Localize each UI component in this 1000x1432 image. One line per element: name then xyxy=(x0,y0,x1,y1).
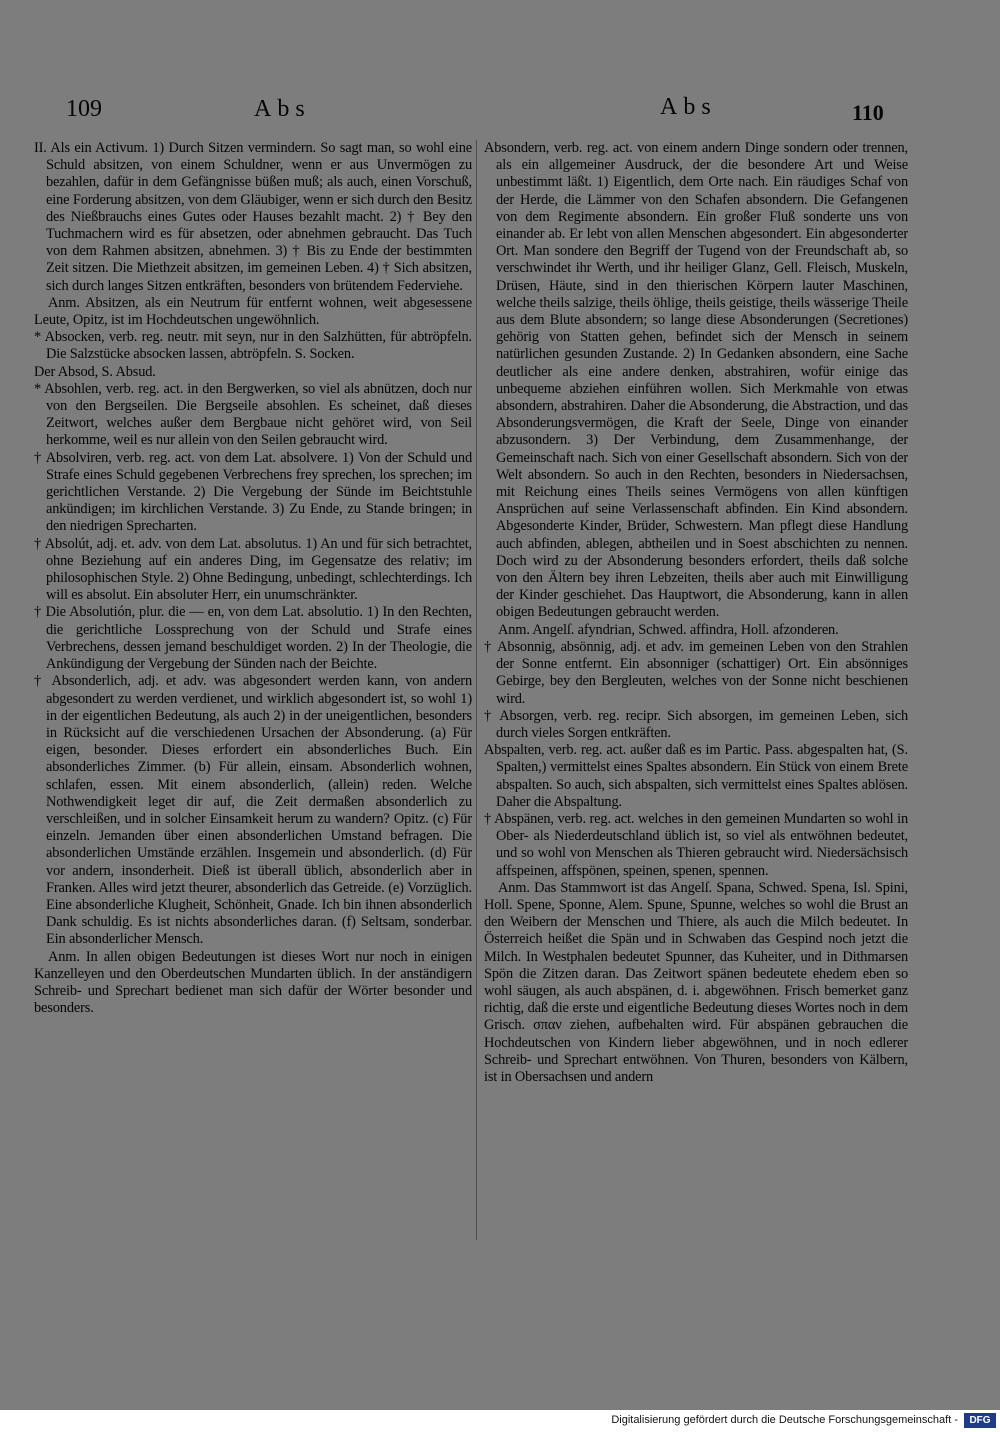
dictionary-entry: † Absonnig, absönnig, adj. et adv. im gemeinen Leben von den Strahlen der Sonne entfernt. Ein absonniger (schattiger) Ort. Ein absönniges Gebirge, bey den Bergleuten, welches von der Sonne nicht beschienen wird. xyxy=(484,638,908,707)
dictionary-entry: † Abspänen, verb. reg. act. welches in den gemeinen Mundarten so wohl in Ober- als Niederdeutschland üblich ist, so viel als entwöhnen bedeutet, und so wohl von Menschen als Thieren gebraucht wird. Niedersächsisch affspeinen, affspönen, speinen, spenen, spennen. xyxy=(484,810,908,879)
annotation-paragraph: Anm. In allen obigen Bedeutungen ist dieses Wort nur noch in einigen Kanzelleyen und den Oberdeutschen Mundarten üblich. In der anständigern Schreib- und Sprechart bedienet man sich dafür der Wörter besonder und besonders. xyxy=(34,948,472,1017)
running-head-left: Abs xyxy=(254,96,311,122)
annotation-paragraph: Anm. Angelſ. afyndrian, Schwed. affindra, Holl. afzonderen. xyxy=(498,621,839,638)
dictionary-entry: † Absolút, adj. et. adv. von dem Lat. absolutus. 1) An und für sich betrachtet, ohne Beziehung auf ein anderes Ding, im Gegensatze des relativ; im philosophischen Style. 2) Ohne Bedingung, unbedingt, schlechterdings. Ich will es absolut. Ein absoluter Herr, ein unumschränkter. xyxy=(34,535,472,604)
dictionary-entry: * Absohlen, verb. reg. act. in den Bergwerken, so viel als abnützen, doch nur von den Bergseilen. Die Bergseile absohlen. Es scheinet, daß dieses Zeitwort, welches außer dem Bergbaue nicht gehöret wird, von Seil herkomme, weil es nur allein von den Seilen gebraucht wird. xyxy=(34,380,472,449)
dictionary-entry: † Die Absolutión, plur. die — en, von dem Lat. absolutio. 1) In den Rechten, die gerichtliche Lossprechung von der Schuld und Strafe eines Verbrechens, dessen jemand beschuldiget worden. 2) In der Theologie, die Ankündigung der Vergebung der Sünden nach der Beichte. xyxy=(34,604,472,673)
dfg-logo: DFG xyxy=(964,1413,996,1428)
dictionary-entry: Abspalten, verb. reg. act. außer daß es im Partic. Pass. abgespalten hat, (S. Spalten,) vermittelst eines Spaltes absondern. Ein Stück von einem Brete abspalten. So auch, sich abspalten, sich vermittelst eines Spaltes ablösen. Daher die Abspaltung. xyxy=(484,742,908,810)
dictionary-entry: * Absocken, verb. reg. neutr. mit seyn, nur in den Salzhütten, für abtröpfeln. Die Salzstücke absocken lassen, abtröpfeln. S. Socken. xyxy=(34,329,472,363)
column-divider xyxy=(476,140,477,1240)
dictionary-entry: † Absolviren, verb. reg. act. von dem Lat. absolvere. 1) Von der Schuld und Strafe eines Schuld gegebenen Verbrechens frey sprechen, los sprechen; im gerichtlichen Verstande. 2) Die Vergebung der Sünde im Beichtstuhle ankündigen; im kirchlichen Verstande. 3) Zu Ende, zu Stande bringen; in den niedrigen Sprecharten. xyxy=(34,449,472,535)
annotation-paragraph: Anm. Absitzen, als ein Neutrum für entfernt wohnen, weit abgesessene Leute, Opitz, ist im Hochdeutschen ungewöhnlich. xyxy=(34,294,472,329)
running-head-right: Abs xyxy=(660,94,717,120)
footer-bar xyxy=(0,1410,1000,1432)
dictionary-entry: II. Als ein Activum. 1) Durch Sitzen vermindern. So sagt man, so wohl eine Schuld absitzen, von einem Schuldner, wenn er aus Unvermögen zu bezahlen, dafür in dem Gefängnisse büßen muß; als auch, einen Vorschuß, eine Forderung absitzen, von dem Gläubiger, wenn er sich durch den Besitz des Nießbrauchs eines Gutes oder Hauses bezahlt macht. 2) † Bey den Tuchmachern wird es für absetzen, oder abnehmen gebraucht. Das Tuch von dem Rahmen absitzen, abnehmen. 3) † Bis zu Ende der bestimmten Zeit sitzen. Die Miethzeit absitzen, im gemeinen Leben. 4) † Sich absitzen, sich durch langes Sitzen entkräften, besonders von brütendem Federviehe. xyxy=(34,140,472,294)
right-column xyxy=(484,140,908,1270)
dictionary-entry: Absondern, verb. reg. act. von einem andern Dinge sondern oder trennen, als ein allgemeiner Ausdruck, der die besondere Art und Weise unbestimmt läßt. 1) Eigentlich, dem Orte nach. Ein räudiges Schaf von der Herde, die Lämmer von den Schafen absondern. Die Gefangenen von dem Regimente absondern. Ein großer Fluß sonderte uns von einander ab. Er lebt von allen Menschen abgesondert. Ein abgesonderter Ort. Man sondere den Begriff der Tugend von der Freundschaft ab, so verschwindet ihr Werth, und ihr heiliger Glanz, Gell. Fleisch, Muskeln, Drüsen, Häute, sind in den thierischen Körpern lauter Maschinen, welche theils salzige, theils öhlige, theils geistige, theils wässerige Theile aus dem Blute absondern; so lange diese Absonderungen (Secretiones) gehörig von Statten gehen, befindet sich der Mensch in seinem natürlichen gesunden Zustande. 2) In Gedanken absondern, eine Sache deutlicher als eine andere denken, abstrahiren, wofür einige das unbequeme abziehen einführen wollen. Sich Merkmahle von etwas absondern, abstrahiren. Daher die Absonderung, die Abstraction, und das Absonderungsvermögen, die Kraft der Seele, Dinge von einander abzusondern. 3) Der Verbindung, dem Zusammenhange, der Gemeinschaft nach. Sich von einer Gesellschaft absondern. Sich von der Welt absondern. So auch in den Rechten, besonders in Niedersachsen, mit Reichung eines Theils seines Vermögens von allen künftigen Ansprüchen auf seine Verlassenschaft abfinden. Ein Kind absondern. Abgesonderte Kinder, Brüder, Schwestern. Man pflegt diese Handlung auch abfinden, ablegen, abtheilen und in Soest abschichten zu nennen. Doch wird zu der Absonderung besonders erfordert, theils daß solche von den Ältern bey ihren Lebzeiten, theils aber auch mit Einwilligung der Kinder geschiehet. Das Hauptwort, die Absonderung, kann in allen obigen Bedeutungen gebraucht werden. xyxy=(484,140,908,621)
page-number-right: 110 xyxy=(852,100,884,125)
page-header xyxy=(0,86,1000,126)
page-number-left: 109 xyxy=(66,96,102,122)
footer-credit: Digitalisierung gefördert durch die Deutsche Forschungsgemeinschaft - xyxy=(611,1414,958,1426)
dictionary-entry: † Absorgen, verb. reg. recipr. Sich absorgen, im gemeinen Leben, sich durch vieles Sorgen entkräften. xyxy=(484,707,908,741)
dictionary-entry: † Absonderlich, adj. et adv. was abgesondert werden kann, von andern abgesondert zu werden verdienet, und wirklich abgesondert ist, so wohl 1) in der eigentlichen Bedeutung, als auch 2) in der uneigentlichen, besonders in Rücksicht auf die verschiedenen Ursachen der Absonderung. (a) Für eigen, besonder. Dieses erfordert ein absonderliches Buch. Ein absonderliches Zimmer. (b) Für allein, einsam. Absonderlich wohnen, schlafen, essen. Mit einem absonderlich, (allein) reden. Welche Nothwendigkeit leget dir auf, die Zeit dermaßen absonderlich zu verschleißen, und in solcher Einsamkeit herum zu wandern? Opitz. (c) Für einzeln. Jemanden über einen absonderlichen Umstand befragen. Die absonderlichen Umstände erzählen. Insgemein und absonderlich. (d) Für vor andern, insonderheit. Dieß ist überall üblich, absonderlich aber in Franken. Alles wird jetzt theurer, absonderlich das Getreide. (e) Vorzüglich. Eine absonderliche Klugheit, Schönheit, Gnade. Ich bin ihnen absonderlich Dank schuldig. Es ist nichts absonderliches daran. (f) Seltsam, sonderbar. Ein absonderlicher Mensch. xyxy=(34,673,472,948)
annotation-paragraph: Anm. Das Stammwort ist das Angelſ. Spana, Schwed. Spena, Isl. Spini, Holl. Spene, Sponne, Alem. Spune, Spunne, welches so wohl die Brust an den Weibern der Menschen und Thiere, als auch die Milch bedeutet. In Österreich heißet die Spän und in Schwaben das Gespind noch jetzt die Milch. In Westphalen bedeutet Spunner, das Kuheiter, und in Dithmarsen Spön die Zitzen daran. Das Zeitwort spänen bedeutete ehedem eben so wohl säugen, als auch abspänen, d. i. abgewöhnen. Frisch bemerket ganz richtig, daß die erste und eigentliche Bedeutung dieses Wortes noch in dem Grisch. σπαν ziehen, aufbehalten wird. Für abspänen gebrauchen die Hochdeutschen von Kindern lieber abgewöhnen, und in noch edlerer Schreib- und Sprechart entwöhnen. Von Thuren, besonders von Kälbern, ist in Obersachsen und andern xyxy=(484,879,908,1085)
left-column xyxy=(34,140,472,1270)
dictionary-entry: Der Absod, S. Absud. xyxy=(34,363,156,380)
